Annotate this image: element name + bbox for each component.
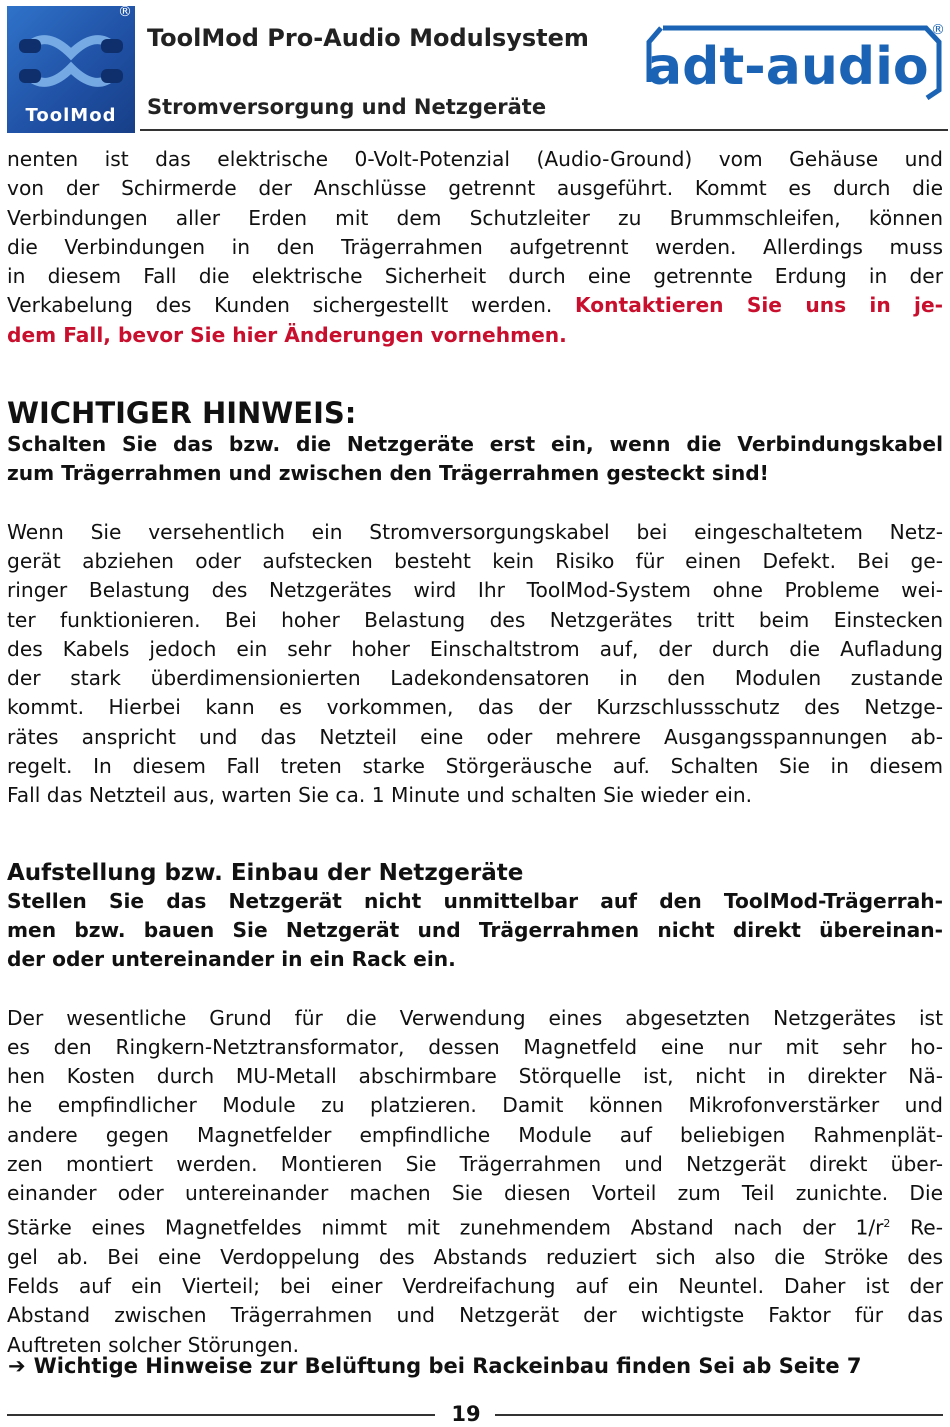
notice-emphasis — [7, 430, 943, 489]
setup-paragraph — [7, 1004, 943, 1360]
page-number: 19 — [451, 1402, 481, 1426]
warning-text: Kontaktieren Sie uns in je- — [575, 293, 944, 318]
text-line: Felds auf ein Vierteil; bei einer Verdreifachung auf ein Neuntel. Daher ist der — [7, 1273, 943, 1298]
text-line: regelt. In diesem Fall treten starke Störgeräusche auf. Schalten Sie in diesem — [7, 754, 943, 779]
section-title: Stromversorgung und Netzgeräte — [147, 95, 547, 119]
page-body — [7, 145, 943, 1360]
setup-emphasis — [7, 887, 943, 975]
notice-heading: WICHTIGER HINWEIS: — [7, 396, 357, 431]
text-line: gerät abziehen oder aufstecken besteht kein Risiko für einen Defekt. Bei ge- — [7, 548, 943, 573]
text-line: der oder untereinander in ein Rack ein. — [7, 947, 456, 972]
text-line: he empfindlicher Module zu platzieren. Damit können Mikrofonverstärker und — [7, 1093, 943, 1118]
text-line: Stellen Sie das Netzgerät nicht unmittelbar auf den ToolMod-Trägerrah- — [7, 888, 943, 913]
text-line: der stark überdimensionierten Ladekondensatoren in den Modulen zustande — [7, 666, 943, 691]
text-line: zen montiert werden. Montieren Sie Trägerrahmen und Netzgerät direkt über- — [7, 1152, 943, 1177]
text-line: Verbindungen aller Erden mit dem Schutzleiter zu Brummschleifen, können — [7, 205, 943, 230]
header-divider — [140, 129, 948, 131]
footer-rule-left — [7, 1414, 435, 1416]
brand-wordmark: adt-audio — [647, 37, 929, 97]
text-line: Abstand zwischen Trägerrahmen und Netzgerät der wichtigste Faktor für das — [7, 1303, 943, 1328]
toolmod-emblem-icon — [7, 6, 135, 111]
text-line: Wenn Sie versehentlich ein Stromversorgungskabel bei eingeschaltetem Netz- — [7, 519, 943, 544]
arrow-right-icon: ➔ — [8, 1354, 26, 1378]
text-line: einander oder untereinander machen Sie diesen Vorteil zum Teil zunichte. Die — [7, 1181, 943, 1206]
registered-mark: ® — [118, 4, 132, 20]
text-line — [7, 1209, 943, 1243]
setup-heading: Aufstellung bzw. Einbau der Netzgeräte — [7, 859, 524, 886]
logo-wordmark: ToolMod — [25, 105, 117, 126]
text-line: Auftreten solcher Störungen. — [7, 1332, 300, 1357]
superscript: 2 — [883, 1216, 891, 1230]
text-line: Fall das Netzteil aus, warten Sie ca. 1 Minute und schalten Sie wieder ein. — [7, 783, 753, 808]
intro-paragraph — [7, 145, 943, 350]
note-text: Wichtige Hinweise zur Belüftung bei Rackeinbau finden Sei ab Seite 7 — [33, 1354, 862, 1378]
text-line: rätes anspricht und das Netzteil eine oder mehrere Ausgangsspannungen ab- — [7, 724, 943, 749]
text-line: gel ab. Bei eine Verdoppelung des Abstands reduziert sich also die Ströke des — [7, 1244, 943, 1269]
text-line: die Verbindungen in den Trägerrahmen aufgetrennt werden. Allerdings muss — [7, 234, 943, 259]
text-span: Re- — [890, 1215, 943, 1240]
warning-text: dem Fall, bevor Sie hier Änderungen vornehmen. — [7, 322, 567, 347]
document-title: ToolMod Pro-Audio Modulsystem — [147, 24, 589, 52]
text-line: in diesem Fall die elektrische Sicherheit durch eine getrennte Erdung in der — [7, 264, 943, 289]
text-line: von der Schirmerde der Anschlüsse getrennt ausgeführt. Kommt es durch die — [7, 176, 943, 201]
brand-registered-mark: ® — [931, 22, 945, 38]
text-line: kommt. Hierbei kann es vorkommen, das der Kurzschlussschutz des Netzge- — [7, 695, 943, 720]
toolmod-logo — [7, 6, 135, 133]
text-line: men bzw. bauen Sie Netzgerät und Trägerrahmen nicht direkt übereinan- — [7, 917, 943, 942]
text-line: andere gegen Magnetfelder empfindliche Module auf beliebigen Rahmenplät- — [7, 1122, 943, 1147]
adt-audio-logo — [641, 20, 946, 100]
text-line: hen Kosten durch MU-Metall abschirmbare Störquelle ist, nicht in direkter Nä- — [7, 1064, 943, 1089]
footer-rule-right — [495, 1414, 943, 1416]
text-line: ringer Belastung des Netzgerätes wird Ihr ToolMod-System ohne Probleme wei- — [7, 578, 943, 603]
text-line: nenten ist das elektrische 0-Volt-Potenzial (Audio-Ground) vom Gehäuse und — [7, 147, 943, 171]
text-line: des Kabels jedoch ein sehr hoher Einschaltstrom auf, der durch die Aufladung — [7, 636, 943, 661]
text-span: Verkabelung des Kunden sichergestellt werden. — [7, 293, 576, 318]
text-line: Der wesentliche Grund für die Verwendung eines abgesetzten Netzgerätes ist — [7, 1005, 943, 1030]
text-line: Schalten Sie das bzw. die Netzgeräte erst ein, wenn die Verbindungskabel — [7, 432, 943, 457]
text-line: zum Trägerrahmen und zwischen den Trägerrahmen gesteckt sind! — [7, 461, 769, 486]
text-line: ter funktionieren. Bei hoher Belastung des Netzgerätes tritt beim Einstecken — [7, 607, 943, 632]
text-span: Stärke eines Magnetfeldes nimmt mit zunehmendem Abstand nach der 1/r — [7, 1215, 884, 1240]
notice-paragraph — [7, 518, 943, 811]
text-line: es den Ringkern-Netztransformator, dessen Magnetfeld eine nur mit sehr ho- — [7, 1034, 943, 1059]
text-line — [7, 291, 943, 320]
ventilation-note — [8, 1354, 862, 1378]
